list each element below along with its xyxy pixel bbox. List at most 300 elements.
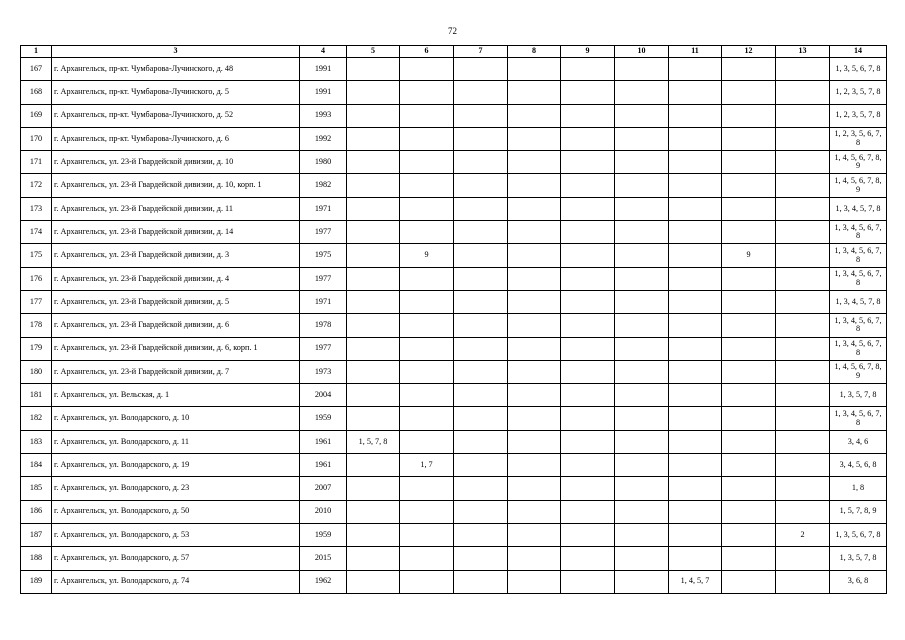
col8-cell [508, 454, 561, 477]
col11-cell: 1, 4, 5, 7 [669, 570, 722, 593]
col9-cell [561, 314, 615, 337]
year-cell: 1993 [300, 104, 347, 127]
col13-cell [776, 197, 830, 220]
col7-cell [454, 500, 508, 523]
col5-cell [347, 127, 400, 150]
col6-cell [400, 58, 454, 81]
col11-cell [669, 290, 722, 313]
table-row [21, 337, 887, 360]
col7-cell [454, 151, 508, 174]
address-cell: г. Архангельск, пр-кт. Чумбарова-Лучинского, д. 52 [52, 104, 300, 127]
table-row [21, 523, 887, 546]
column-header: 3 [52, 46, 300, 58]
col11-cell [669, 500, 722, 523]
col12-cell [722, 454, 776, 477]
col7-cell [454, 384, 508, 407]
address-cell: г. Архангельск, ул. Володарского, д. 23 [52, 477, 300, 500]
col14-cell: 1, 3, 4, 5, 6, 7, 8 [830, 244, 887, 267]
col14-cell: 1, 3, 5, 7, 8 [830, 547, 887, 570]
row-number-cell: 189 [21, 570, 52, 593]
address-cell: г. Архангельск, ул. Володарского, д. 50 [52, 500, 300, 523]
col9-cell [561, 407, 615, 430]
col12-cell [722, 174, 776, 197]
col5-cell [347, 523, 400, 546]
col13-cell [776, 267, 830, 290]
col7-cell [454, 337, 508, 360]
row-number-cell: 169 [21, 104, 52, 127]
col10-cell [615, 337, 669, 360]
address-cell: г. Архангельск, ул. 23-й Гвардейской дивизии, д. 4 [52, 267, 300, 290]
col11-cell [669, 151, 722, 174]
col13-cell [776, 244, 830, 267]
col5-cell [347, 290, 400, 313]
col8-cell [508, 477, 561, 500]
col5-cell [347, 267, 400, 290]
col6-cell: 9 [400, 244, 454, 267]
table-row [21, 547, 887, 570]
col14-cell: 1, 4, 5, 6, 7, 8, 9 [830, 360, 887, 383]
col10-cell [615, 197, 669, 220]
address-cell: г. Архангельск, ул. Володарского, д. 53 [52, 523, 300, 546]
year-cell: 1977 [300, 337, 347, 360]
column-header: 4 [300, 46, 347, 58]
col14-cell: 3, 6, 8 [830, 570, 887, 593]
col13-cell [776, 81, 830, 104]
column-header: 13 [776, 46, 830, 58]
col8-cell [508, 314, 561, 337]
col13-cell [776, 384, 830, 407]
col14-cell: 1, 4, 5, 6, 7, 8, 9 [830, 151, 887, 174]
col9-cell [561, 104, 615, 127]
year-cell: 1962 [300, 570, 347, 593]
col12-cell: 9 [722, 244, 776, 267]
year-cell: 1959 [300, 407, 347, 430]
col5-cell [347, 221, 400, 244]
col14-cell: 1, 3, 5, 6, 7, 8 [830, 58, 887, 81]
column-header: 8 [508, 46, 561, 58]
col7-cell [454, 267, 508, 290]
col14-cell: 1, 3, 5, 6, 7, 8 [830, 523, 887, 546]
table-row [21, 314, 887, 337]
col8-cell [508, 58, 561, 81]
row-number-cell: 184 [21, 454, 52, 477]
col14-cell: 3, 4, 5, 6, 8 [830, 454, 887, 477]
table-row [21, 221, 887, 244]
year-cell: 1959 [300, 523, 347, 546]
col9-cell [561, 570, 615, 593]
col10-cell [615, 244, 669, 267]
col6-cell [400, 197, 454, 220]
col12-cell [722, 290, 776, 313]
col6-cell [400, 104, 454, 127]
col8-cell [508, 360, 561, 383]
address-cell: г. Архангельск, ул. Вельская, д. 1 [52, 384, 300, 407]
col9-cell [561, 58, 615, 81]
col8-cell [508, 81, 561, 104]
col12-cell [722, 267, 776, 290]
row-number-cell: 171 [21, 151, 52, 174]
table-row [21, 290, 887, 313]
year-cell: 1975 [300, 244, 347, 267]
col6-cell [400, 430, 454, 453]
col8-cell [508, 127, 561, 150]
col10-cell [615, 500, 669, 523]
col7-cell [454, 523, 508, 546]
col13-cell [776, 314, 830, 337]
col7-cell [454, 314, 508, 337]
col14-cell: 1, 3, 4, 5, 6, 7, 8 [830, 407, 887, 430]
col9-cell [561, 360, 615, 383]
page-number: 72 [448, 26, 457, 36]
table-row [21, 81, 887, 104]
col7-cell [454, 360, 508, 383]
table-body [21, 58, 887, 594]
col9-cell [561, 81, 615, 104]
column-header: 7 [454, 46, 508, 58]
table-row [21, 570, 887, 593]
col5-cell [347, 244, 400, 267]
col7-cell [454, 477, 508, 500]
address-cell: г. Архангельск, ул. Володарского, д. 19 [52, 454, 300, 477]
col7-cell [454, 104, 508, 127]
col14-cell: 1, 3, 5, 7, 8 [830, 384, 887, 407]
table-row [21, 360, 887, 383]
col14-cell: 1, 3, 4, 5, 6, 7, 8 [830, 337, 887, 360]
col8-cell [508, 104, 561, 127]
col11-cell [669, 430, 722, 453]
col9-cell [561, 523, 615, 546]
col13-cell [776, 570, 830, 593]
row-number-cell: 183 [21, 430, 52, 453]
column-header: 5 [347, 46, 400, 58]
col6-cell [400, 523, 454, 546]
col7-cell [454, 58, 508, 81]
col5-cell [347, 477, 400, 500]
col10-cell [615, 290, 669, 313]
col14-cell: 1, 8 [830, 477, 887, 500]
col13-cell: 2 [776, 523, 830, 546]
col11-cell [669, 221, 722, 244]
col11-cell [669, 267, 722, 290]
col13-cell [776, 360, 830, 383]
col10-cell [615, 430, 669, 453]
col8-cell [508, 267, 561, 290]
col7-cell [454, 454, 508, 477]
col9-cell [561, 290, 615, 313]
table-row [21, 151, 887, 174]
col13-cell [776, 290, 830, 313]
col8-cell [508, 547, 561, 570]
table-row [21, 127, 887, 150]
col11-cell [669, 477, 722, 500]
col9-cell [561, 477, 615, 500]
housing-registry-table [20, 45, 887, 594]
col6-cell [400, 127, 454, 150]
address-cell: г. Архангельск, ул. 23-й Гвардейской дивизии, д. 14 [52, 221, 300, 244]
col11-cell [669, 174, 722, 197]
col7-cell [454, 81, 508, 104]
col12-cell [722, 430, 776, 453]
col9-cell [561, 430, 615, 453]
table-row [21, 244, 887, 267]
col10-cell [615, 104, 669, 127]
year-cell: 1982 [300, 174, 347, 197]
year-cell: 1973 [300, 360, 347, 383]
col5-cell [347, 81, 400, 104]
col10-cell [615, 547, 669, 570]
col10-cell [615, 221, 669, 244]
year-cell: 1991 [300, 81, 347, 104]
col9-cell [561, 151, 615, 174]
table-row [21, 500, 887, 523]
col8-cell [508, 221, 561, 244]
col7-cell [454, 547, 508, 570]
col8-cell [508, 430, 561, 453]
address-cell: г. Архангельск, ул. 23-й Гвардейской дивизии, д. 3 [52, 244, 300, 267]
address-cell: г. Архангельск, ул. 23-й Гвардейской дивизии, д. 6 [52, 314, 300, 337]
col5-cell [347, 570, 400, 593]
col12-cell [722, 197, 776, 220]
row-number-cell: 175 [21, 244, 52, 267]
col10-cell [615, 360, 669, 383]
col9-cell [561, 337, 615, 360]
address-cell: г. Архангельск, пр-кт. Чумбарова-Лучинского, д. 48 [52, 58, 300, 81]
address-cell: г. Архангельск, ул. 23-й Гвардейской дивизии, д. 6, корп. 1 [52, 337, 300, 360]
table-row [21, 477, 887, 500]
col8-cell [508, 151, 561, 174]
row-number-cell: 178 [21, 314, 52, 337]
address-cell: г. Архангельск, ул. 23-й Гвардейской дивизии, д. 7 [52, 360, 300, 383]
row-number-cell: 167 [21, 58, 52, 81]
col12-cell [722, 337, 776, 360]
row-number-cell: 177 [21, 290, 52, 313]
col14-cell: 1, 2, 3, 5, 7, 8 [830, 81, 887, 104]
year-cell: 1977 [300, 267, 347, 290]
col13-cell [776, 58, 830, 81]
col14-cell: 1, 4, 5, 6, 7, 8, 9 [830, 174, 887, 197]
col7-cell [454, 127, 508, 150]
col14-cell: 1, 3, 4, 5, 6, 7, 8 [830, 267, 887, 290]
col12-cell [722, 127, 776, 150]
column-header: 9 [561, 46, 615, 58]
col12-cell [722, 407, 776, 430]
address-cell: г. Архангельск, ул. 23-й Гвардейской дивизии, д. 10 [52, 151, 300, 174]
col10-cell [615, 523, 669, 546]
col6-cell [400, 81, 454, 104]
col10-cell [615, 174, 669, 197]
col10-cell [615, 384, 669, 407]
year-cell: 2015 [300, 547, 347, 570]
col6-cell [400, 360, 454, 383]
year-cell: 1961 [300, 454, 347, 477]
col6-cell [400, 407, 454, 430]
col5-cell [347, 104, 400, 127]
col9-cell [561, 244, 615, 267]
col9-cell [561, 197, 615, 220]
col9-cell [561, 384, 615, 407]
col11-cell [669, 81, 722, 104]
col10-cell [615, 477, 669, 500]
col13-cell [776, 407, 830, 430]
col11-cell [669, 244, 722, 267]
col8-cell [508, 337, 561, 360]
col6-cell [400, 570, 454, 593]
col7-cell [454, 407, 508, 430]
col11-cell [669, 454, 722, 477]
col14-cell: 1, 2, 3, 5, 6, 7, 8 [830, 127, 887, 150]
col10-cell [615, 570, 669, 593]
col12-cell [722, 570, 776, 593]
col11-cell [669, 547, 722, 570]
col13-cell [776, 151, 830, 174]
col12-cell [722, 360, 776, 383]
address-cell: г. Архангельск, пр-кт. Чумбарова-Лучинского, д. 5 [52, 81, 300, 104]
col11-cell [669, 523, 722, 546]
col13-cell [776, 477, 830, 500]
col7-cell [454, 197, 508, 220]
col13-cell [776, 174, 830, 197]
col8-cell [508, 570, 561, 593]
address-cell: г. Архангельск, ул. 23-й Гвардейской дивизии, д. 11 [52, 197, 300, 220]
col11-cell [669, 360, 722, 383]
col5-cell [347, 151, 400, 174]
col10-cell [615, 81, 669, 104]
col6-cell [400, 477, 454, 500]
col11-cell [669, 104, 722, 127]
column-header: 11 [669, 46, 722, 58]
col14-cell: 1, 5, 7, 8, 9 [830, 500, 887, 523]
col5-cell [347, 58, 400, 81]
col10-cell [615, 314, 669, 337]
address-cell: г. Архангельск, пр-кт. Чумбарова-Лучинского, д. 6 [52, 127, 300, 150]
col14-cell: 1, 3, 4, 5, 6, 7, 8 [830, 221, 887, 244]
address-cell: г. Архангельск, ул. 23-й Гвардейской дивизии, д. 10, корп. 1 [52, 174, 300, 197]
table-row [21, 104, 887, 127]
year-cell: 2007 [300, 477, 347, 500]
table-row [21, 197, 887, 220]
col12-cell [722, 384, 776, 407]
year-cell: 1977 [300, 221, 347, 244]
table-row [21, 174, 887, 197]
address-cell: г. Архангельск, ул. Володарского, д. 57 [52, 547, 300, 570]
col10-cell [615, 58, 669, 81]
col11-cell [669, 407, 722, 430]
col9-cell [561, 221, 615, 244]
col11-cell [669, 127, 722, 150]
col6-cell [400, 290, 454, 313]
column-header: 10 [615, 46, 669, 58]
col8-cell [508, 500, 561, 523]
column-header: 1 [21, 46, 52, 58]
col6-cell [400, 384, 454, 407]
col11-cell [669, 384, 722, 407]
col14-cell: 3, 4, 6 [830, 430, 887, 453]
col13-cell [776, 500, 830, 523]
col12-cell [722, 81, 776, 104]
row-number-cell: 180 [21, 360, 52, 383]
col14-cell: 1, 3, 4, 5, 7, 8 [830, 290, 887, 313]
col5-cell [347, 384, 400, 407]
col12-cell [722, 523, 776, 546]
year-cell: 1961 [300, 430, 347, 453]
table-row [21, 430, 887, 453]
row-number-cell: 179 [21, 337, 52, 360]
col5-cell [347, 360, 400, 383]
year-cell: 2004 [300, 384, 347, 407]
row-number-cell: 187 [21, 523, 52, 546]
col7-cell [454, 290, 508, 313]
col8-cell [508, 174, 561, 197]
col7-cell [454, 570, 508, 593]
col13-cell [776, 454, 830, 477]
col10-cell [615, 407, 669, 430]
col9-cell [561, 454, 615, 477]
row-number-cell: 182 [21, 407, 52, 430]
col10-cell [615, 127, 669, 150]
address-cell: г. Архангельск, ул. Володарского, д. 11 [52, 430, 300, 453]
col9-cell [561, 500, 615, 523]
col12-cell [722, 58, 776, 81]
col12-cell [722, 314, 776, 337]
col6-cell [400, 267, 454, 290]
table-row [21, 454, 887, 477]
row-number-cell: 172 [21, 174, 52, 197]
col7-cell [454, 221, 508, 244]
column-header: 6 [400, 46, 454, 58]
col14-cell: 1, 3, 4, 5, 6, 7, 8 [830, 314, 887, 337]
col13-cell [776, 547, 830, 570]
col13-cell [776, 430, 830, 453]
col8-cell [508, 407, 561, 430]
year-cell: 1991 [300, 58, 347, 81]
table-row [21, 58, 887, 81]
year-cell: 2010 [300, 500, 347, 523]
col6-cell [400, 500, 454, 523]
col13-cell [776, 337, 830, 360]
col10-cell [615, 267, 669, 290]
col11-cell [669, 314, 722, 337]
col5-cell [347, 547, 400, 570]
col9-cell [561, 547, 615, 570]
col6-cell [400, 221, 454, 244]
col13-cell [776, 221, 830, 244]
col11-cell [669, 58, 722, 81]
row-number-cell: 168 [21, 81, 52, 104]
year-cell: 1971 [300, 290, 347, 313]
col7-cell [454, 244, 508, 267]
row-number-cell: 170 [21, 127, 52, 150]
col9-cell [561, 267, 615, 290]
address-cell: г. Архангельск, ул. Володарского, д. 74 [52, 570, 300, 593]
address-cell: г. Архангельск, ул. Володарского, д. 10 [52, 407, 300, 430]
col8-cell [508, 244, 561, 267]
row-number-cell: 181 [21, 384, 52, 407]
table-row [21, 407, 887, 430]
col7-cell [454, 430, 508, 453]
col9-cell [561, 174, 615, 197]
col12-cell [722, 477, 776, 500]
year-cell: 1978 [300, 314, 347, 337]
table-row [21, 384, 887, 407]
year-cell: 1992 [300, 127, 347, 150]
header-row [21, 46, 887, 58]
col5-cell: 1, 5, 7, 8 [347, 430, 400, 453]
table-row [21, 267, 887, 290]
col9-cell [561, 127, 615, 150]
col10-cell [615, 151, 669, 174]
col14-cell: 1, 2, 3, 5, 7, 8 [830, 104, 887, 127]
row-number-cell: 188 [21, 547, 52, 570]
